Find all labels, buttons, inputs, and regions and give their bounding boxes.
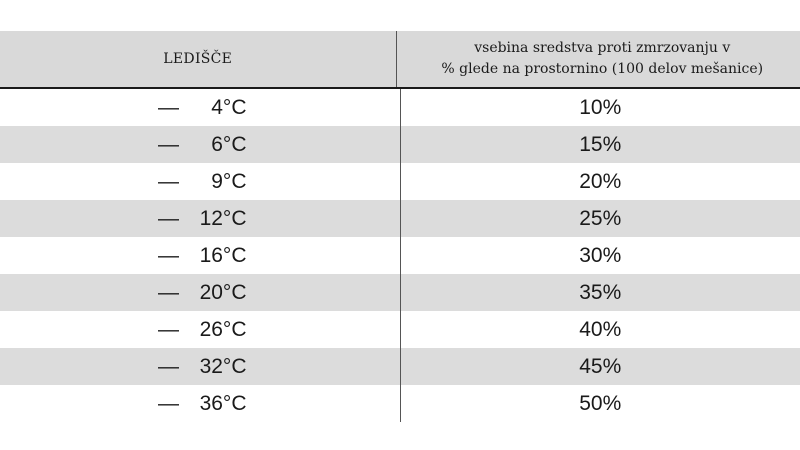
temperature-value: 36°C	[199, 391, 247, 415]
minus-sign: —	[158, 391, 179, 415]
table-row	[0, 126, 800, 163]
temperature-cell	[0, 126, 400, 163]
table-row	[0, 385, 800, 422]
temperature-value: 20°C	[199, 280, 247, 304]
temperature-cell	[0, 237, 400, 274]
temperature-cell	[0, 311, 400, 348]
minus-sign: —	[158, 95, 179, 119]
minus-sign: —	[158, 206, 179, 230]
temperature-value: 9°C	[211, 169, 247, 193]
percent-cell: 30%	[400, 237, 800, 274]
header-antifreeze-line1: vsebina sredstva proti zmrzovanju v	[474, 40, 731, 56]
percent-cell: 45%	[400, 348, 800, 385]
temperature-value: 16°C	[199, 243, 247, 267]
temperature-value: 26°C	[199, 317, 247, 341]
table-header	[0, 31, 800, 89]
percent-cell: 40%	[400, 311, 800, 348]
temperature-value: 4°C	[211, 95, 247, 119]
table-row	[0, 274, 800, 311]
percent-cell: 10%	[400, 89, 800, 126]
temperature-cell	[0, 163, 400, 200]
table-row	[0, 348, 800, 385]
minus-sign: —	[158, 280, 179, 304]
percent-cell: 20%	[400, 163, 800, 200]
temperature-cell	[0, 89, 400, 126]
temperature-value: 32°C	[199, 354, 247, 378]
minus-sign: —	[158, 243, 179, 267]
minus-sign: —	[158, 169, 179, 193]
antifreeze-table	[0, 31, 800, 422]
percent-cell: 25%	[400, 200, 800, 237]
temperature-cell	[0, 385, 400, 422]
temperature-cell	[0, 348, 400, 385]
percent-cell: 50%	[400, 385, 800, 422]
table-row	[0, 237, 800, 274]
header-freezing-point: LEDIŠČE	[163, 51, 233, 67]
temperature-cell	[0, 274, 400, 311]
table-row	[0, 163, 800, 200]
minus-sign: —	[158, 354, 179, 378]
table-row	[0, 89, 800, 126]
minus-sign: —	[158, 317, 179, 341]
temperature-cell	[0, 200, 400, 237]
temperature-value: 6°C	[211, 132, 247, 156]
header-antifreeze-line2: % glede na prostornino (100 delov mešanice)	[441, 61, 764, 77]
temperature-value: 12°C	[199, 206, 247, 230]
percent-cell: 35%	[400, 274, 800, 311]
header-antifreeze-content	[396, 31, 800, 87]
minus-sign: —	[158, 132, 179, 156]
table-row	[0, 200, 800, 237]
percent-cell: 15%	[400, 126, 800, 163]
table-row	[0, 311, 800, 348]
